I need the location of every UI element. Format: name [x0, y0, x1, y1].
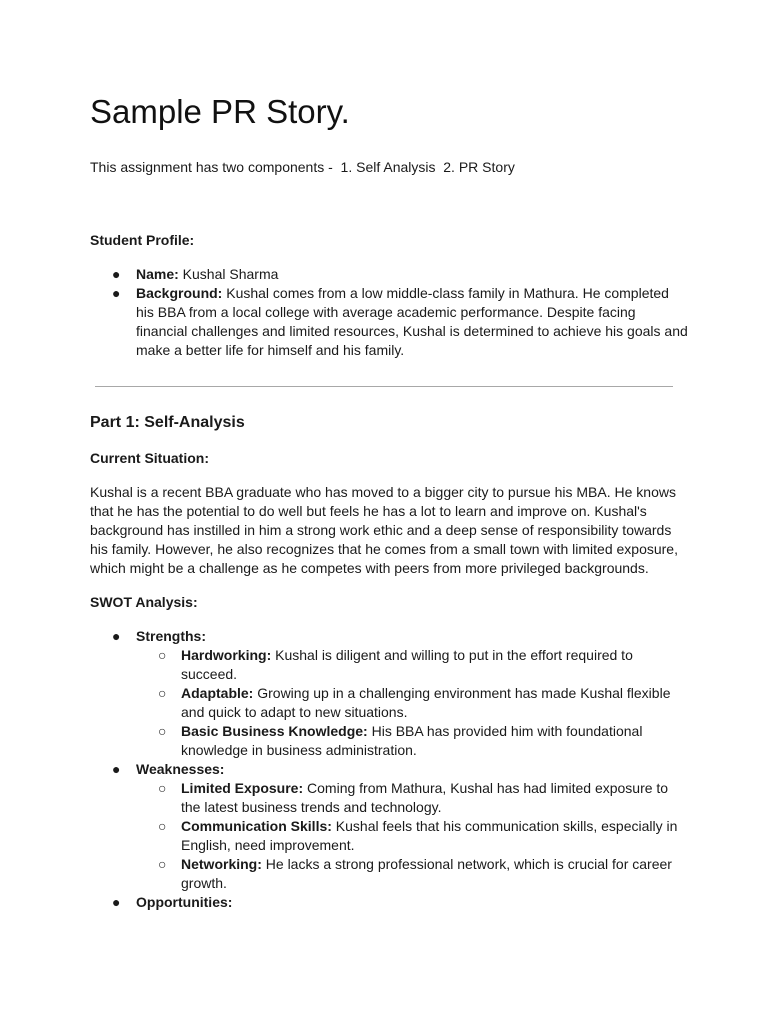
item-label: Basic Business Knowledge: — [181, 723, 368, 739]
item-label: Limited Exposure: — [181, 780, 304, 796]
name-label: Name: — [136, 266, 179, 282]
list-item — [136, 855, 690, 893]
list-item — [136, 779, 690, 817]
bullet-icon: ● — [112, 894, 121, 910]
circle-bullet-icon: ○ — [158, 856, 167, 872]
item-text: His BBA has provided him with foundational knowledge in business administration. — [181, 723, 643, 758]
document-title: Sample PR Story. — [90, 93, 350, 130]
current-situation-text: Kushal is a recent BBA graduate who has moved to a bigger city to pursue his MBA. He knows that he has the potential to do well but feels he has a lot to learn and improve on. Kushal's background has instilled in him a strong work ethic and a deep sense of responsibility towards his family. However, he also recognizes that he comes from a small town with limited exposure, which might be a challenge as he competes with peers from more privileged backgrounds. — [90, 484, 678, 576]
strengths-label: Strengths: — [136, 628, 206, 644]
list-item — [90, 265, 690, 284]
background-label: Background: — [136, 285, 223, 301]
circle-bullet-icon: ○ — [158, 780, 167, 796]
bullet-icon: ● — [112, 266, 121, 282]
list-item — [136, 722, 690, 760]
item-text: He lacks a strong professional network, which is crucial for career growth. — [181, 856, 672, 891]
circle-bullet-icon: ○ — [158, 685, 167, 701]
current-situation-heading: Current Situation: — [90, 450, 209, 466]
bullet-icon: ● — [112, 285, 121, 301]
swot-strengths — [90, 627, 690, 760]
item-text: Kushal feels that his communication skills, especially in English, need improvement. — [181, 818, 678, 853]
swot-opportunities — [90, 893, 690, 912]
name-value: Kushal Sharma — [178, 266, 279, 282]
horizontal-divider — [95, 386, 673, 387]
item-text: Growing up in a challenging environment has made Kushal flexible and quick to adapt to new situations. — [181, 685, 671, 720]
list-item — [136, 646, 690, 684]
opportunities-label: Opportunities: — [136, 894, 233, 910]
item-text: Coming from Mathura, Kushal has had limited exposure to the latest business trends and technology. — [181, 780, 669, 815]
swot-weaknesses — [90, 760, 690, 893]
list-item — [90, 284, 690, 360]
weaknesses-label: Weaknesses: — [136, 761, 225, 777]
student-profile-heading: Student Profile: — [90, 232, 195, 248]
circle-bullet-icon: ○ — [158, 818, 167, 834]
swot-list — [90, 627, 690, 912]
weaknesses-sublist — [136, 779, 690, 893]
item-text: Kushal is diligent and willing to put in the effort required to succeed. — [181, 647, 633, 682]
bullet-icon: ● — [112, 761, 121, 777]
item-label: Adaptable: — [181, 685, 254, 701]
intro-text: This assignment has two components - 1. Self Analysis 2. PR Story — [90, 159, 515, 175]
profile-list — [90, 265, 690, 360]
list-item — [136, 684, 690, 722]
circle-bullet-icon: ○ — [158, 723, 167, 739]
circle-bullet-icon: ○ — [158, 647, 167, 663]
bullet-icon: ● — [112, 628, 121, 644]
swot-heading: SWOT Analysis: — [90, 594, 198, 610]
list-item — [136, 817, 690, 855]
strengths-sublist — [136, 646, 690, 760]
part1-heading: Part 1: Self-Analysis — [90, 414, 245, 431]
item-label: Hardworking: — [181, 647, 272, 663]
item-label: Communication Skills: — [181, 818, 332, 834]
background-value: Kushal comes from a low middle-class family in Mathura. He completed his BBA from a local college with average academic performance. Despite facing financial challenges and limited resources, Kushal is determined to achieve his goals and make a better life for himself and his family. — [136, 285, 688, 358]
item-label: Networking: — [181, 856, 262, 872]
